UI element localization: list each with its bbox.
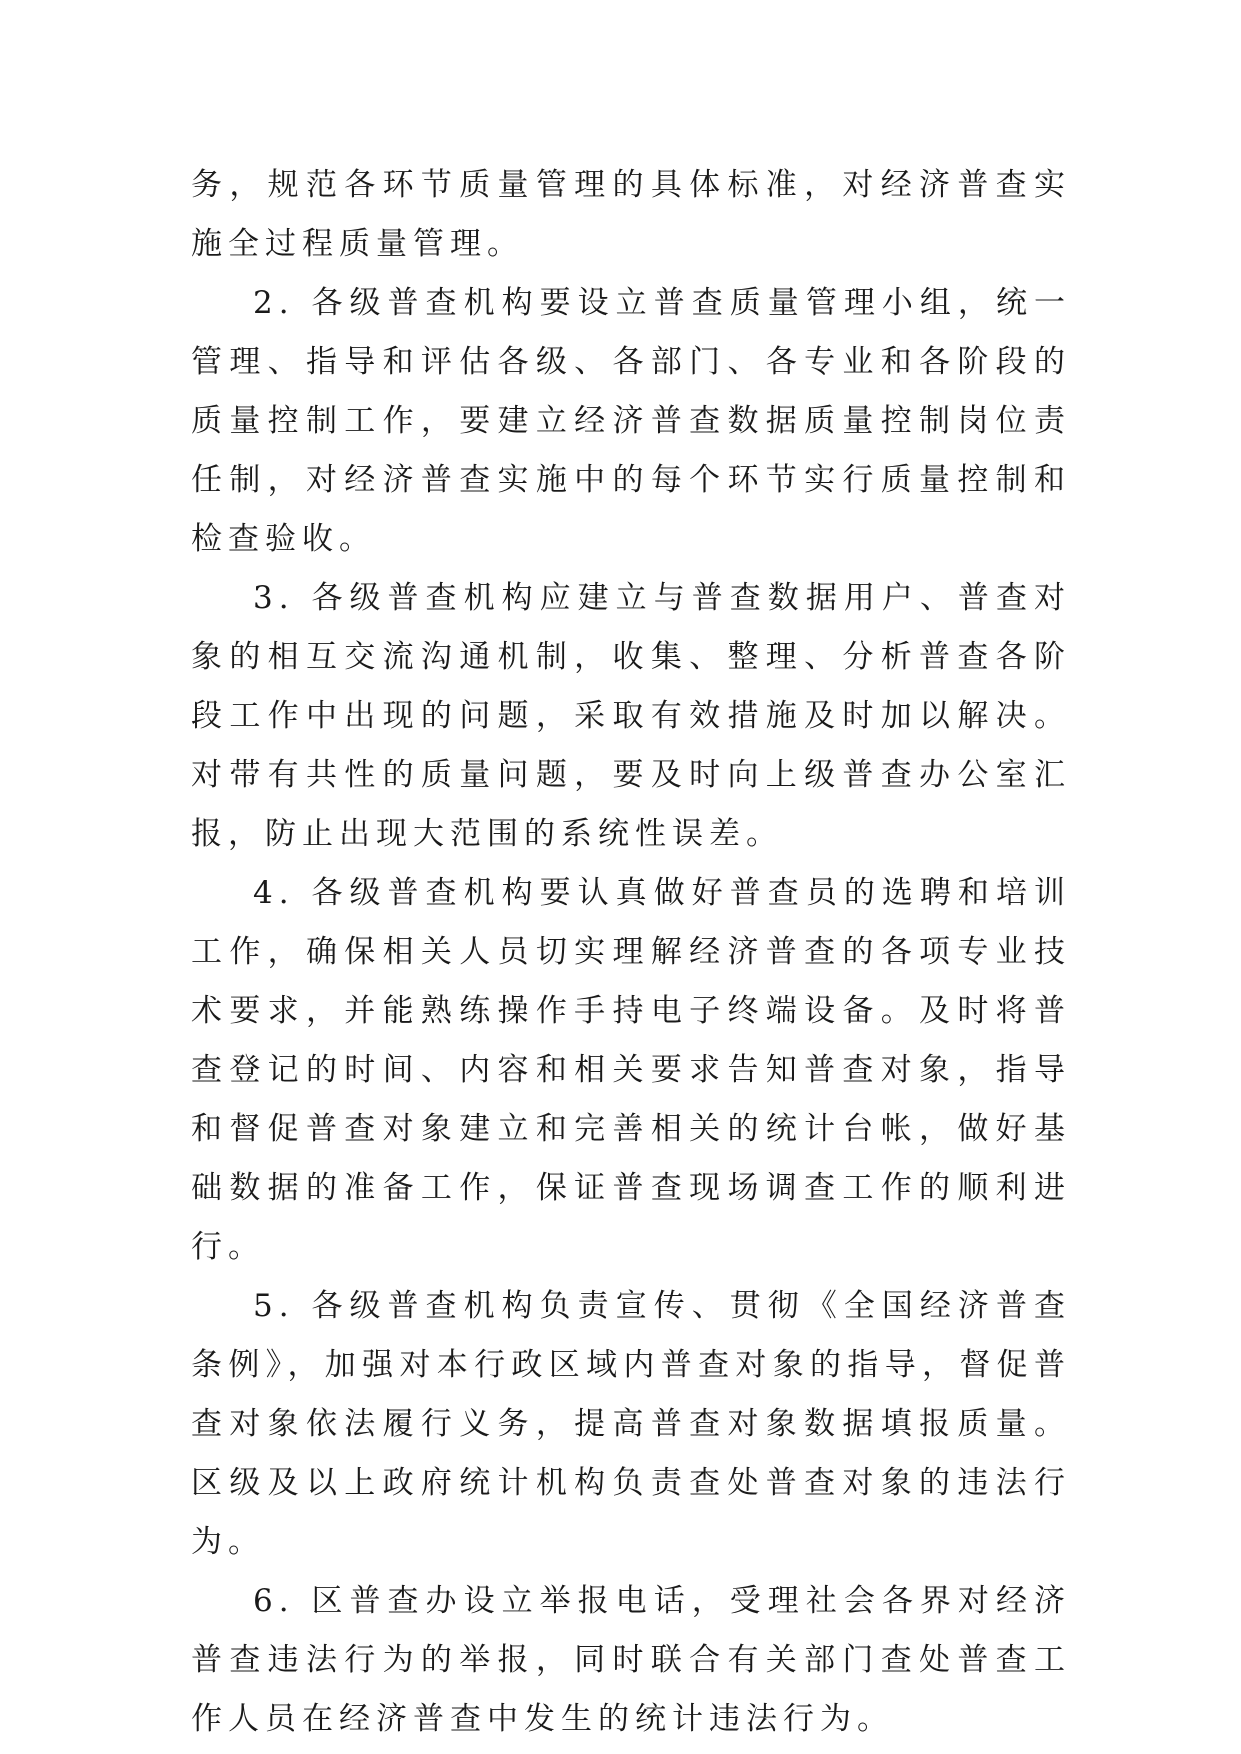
paragraph-item-3: 3. 各级普查机构应建立与普查数据用户、普查对象的相互交流沟通机制，收集、整理、分析普查各阶段工作中出现的问题，采取有效措施及时加以解决。对带有共性的质量问题，要及时向上级普查办公室汇报，防止出现大范围的系统性误差。 (191, 580, 1071, 852)
paragraph-item-2: 2. 各级普查机构要设立普查质量管理小组，统一管理、指导和评估各级、各部门、各专业和各阶段的质量控制工作，要建立经济普查数据质量控制岗位责任制，对经济普查实施中的每个环节实行质量控制和检查验收。 (191, 285, 1071, 557)
paragraph-item-6: 6. 区普查办设立举报电话，受理社会各界对经济普查违法行为的举报，同时联合有关部门查处普查工作人员在经济普查中发生的统计违法行为。 (191, 1583, 1071, 1737)
paragraph-item-4: 4. 各级普查机构要认真做好普查员的选聘和培训工作，确保相关人员切实理解经济普查的各项专业技术要求，并能熟练操作手持电子终端设备。及时将普查登记的时间、内容和相关要求告知普查对象，指导和督促普查对象建立和完善相关的统计台帐，做好基础数据的准备工作，保证普查现场调查工作的顺利进行。 (191, 875, 1071, 1265)
paragraph-continuation: 务，规范各环节质量管理的具体标准，对经济普查实施全过程质量管理。 (191, 167, 1071, 262)
paragraph-item-5: 5. 各级普查机构负责宣传、贯彻《全国经济普查条例》，加强对本行政区域内普查对象的指导，督促普查对象依法履行义务，提高普查对象数据填报质量。区级及以上政府统计机构负责查处普查对象的违法行为。 (191, 1288, 1071, 1560)
document-body (191, 156, 1071, 1749)
